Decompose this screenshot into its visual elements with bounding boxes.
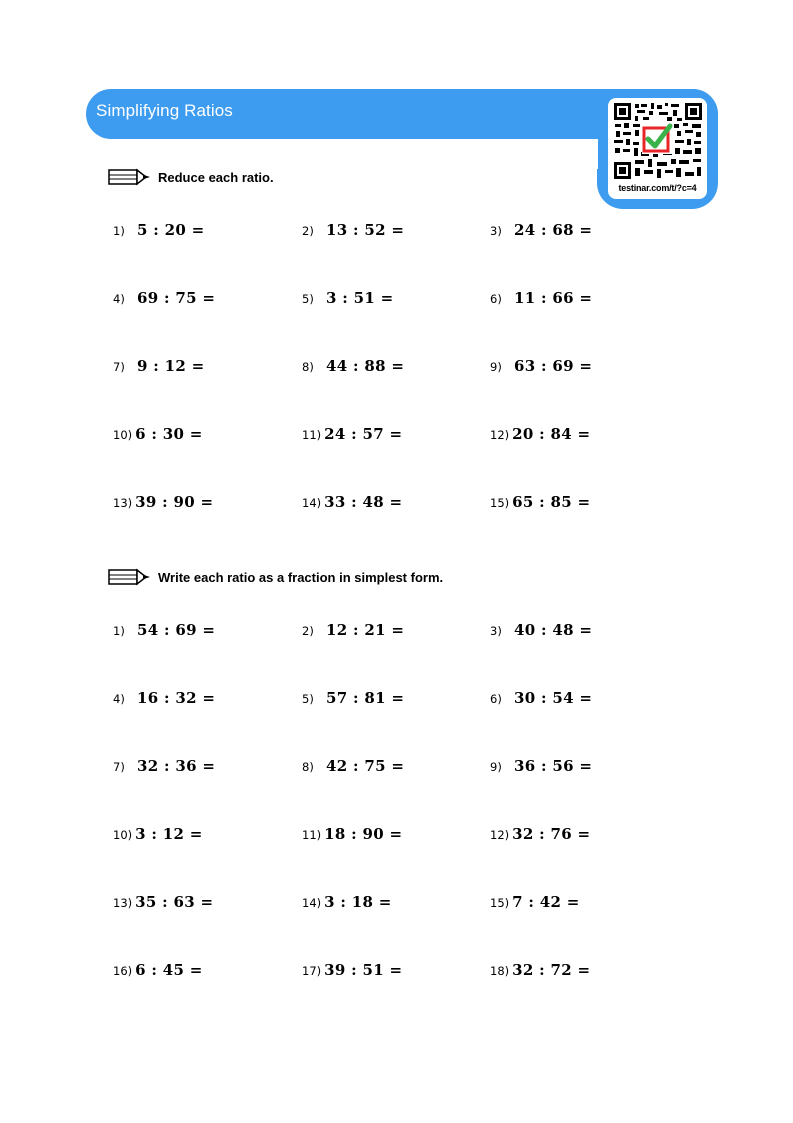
- problem-item: [113, 221, 204, 239]
- problem-expression: 57 : 81 =: [326, 689, 405, 707]
- problem-expression: 32 : 72 =: [512, 961, 591, 979]
- problem-number: 9): [490, 760, 502, 774]
- instruction-text: Reduce each ratio.: [158, 169, 274, 185]
- problem-item: [302, 221, 404, 239]
- problem-item: [113, 621, 215, 639]
- problem-number: 11): [302, 828, 322, 842]
- problem-expression: 36 : 56 =: [514, 757, 593, 775]
- problem-number: 1): [113, 224, 125, 238]
- problem-number: 15): [490, 496, 510, 510]
- instruction-text: Write each ratio as a fraction in simplest form.: [158, 569, 444, 585]
- instruction-section-2: [108, 568, 443, 586]
- problem-expression: 30 : 54 =: [514, 689, 593, 707]
- problem-number: 3): [490, 224, 502, 238]
- problem-item: [302, 357, 404, 375]
- problem-expression: 12 : 21 =: [326, 621, 405, 639]
- problem-item: [490, 689, 592, 707]
- problem-expression: 16 : 32 =: [137, 689, 216, 707]
- problem-number: 4): [113, 292, 125, 306]
- problem-number: 7): [113, 360, 125, 374]
- problem-number: 5): [302, 292, 314, 306]
- problem-item: [302, 825, 402, 843]
- problem-expression: 24 : 68 =: [514, 221, 593, 239]
- problem-item: [302, 425, 402, 443]
- problem-number: 13): [113, 896, 133, 910]
- problem-expression: 32 : 76 =: [512, 825, 591, 843]
- problem-item: [490, 289, 592, 307]
- problem-item: [302, 961, 402, 979]
- problem-expression: 42 : 75 =: [326, 757, 405, 775]
- problem-number: 2): [302, 624, 314, 638]
- problem-number: 16): [113, 964, 133, 978]
- problem-item: [113, 289, 215, 307]
- problem-item: [490, 961, 590, 979]
- problem-item: [113, 757, 215, 775]
- problem-expression: 5 : 20 =: [137, 221, 205, 239]
- problem-number: 11): [302, 428, 322, 442]
- problem-expression: 3 : 12 =: [135, 825, 203, 843]
- problem-item: [490, 425, 590, 443]
- problem-number: 12): [490, 428, 510, 442]
- problem-expression: 69 : 75 =: [137, 289, 216, 307]
- problem-number: 8): [302, 760, 314, 774]
- problem-expression: 39 : 51 =: [324, 961, 403, 979]
- problem-expression: 6 : 30 =: [135, 425, 203, 443]
- problem-item: [490, 621, 592, 639]
- header-cutout: [140, 139, 598, 169]
- problem-expression: 65 : 85 =: [512, 493, 591, 511]
- problem-expression: 3 : 18 =: [324, 893, 392, 911]
- problem-item: [490, 493, 590, 511]
- problem-item: [113, 961, 203, 979]
- instruction-section-1: [108, 168, 274, 186]
- problem-number: 1): [113, 624, 125, 638]
- problem-number: 6): [490, 292, 502, 306]
- page-title: Simplifying Ratios: [96, 101, 233, 120]
- problem-number: 18): [490, 964, 510, 978]
- problem-item: [302, 493, 402, 511]
- problem-expression: 3 : 51 =: [326, 289, 394, 307]
- qr-url[interactable]: testinar.com/t/?c=4: [618, 183, 697, 193]
- problem-item: [490, 825, 590, 843]
- problem-number: 2): [302, 224, 314, 238]
- problem-expression: 35 : 63 =: [135, 893, 214, 911]
- problem-item: [302, 757, 404, 775]
- problem-item: [113, 493, 213, 511]
- qr-code-icon[interactable]: [613, 102, 703, 180]
- problem-number: 7): [113, 760, 125, 774]
- problem-number: 14): [302, 896, 322, 910]
- problem-expression: 33 : 48 =: [324, 493, 403, 511]
- problem-expression: 24 : 57 =: [324, 425, 403, 443]
- problem-item: [302, 689, 404, 707]
- problem-number: 9): [490, 360, 502, 374]
- problem-item: [113, 825, 203, 843]
- problem-number: 5): [302, 692, 314, 706]
- problem-item: [302, 289, 393, 307]
- problem-number: 17): [302, 964, 322, 978]
- problem-number: 10): [113, 428, 133, 442]
- problem-expression: 20 : 84 =: [512, 425, 591, 443]
- problem-number: 8): [302, 360, 314, 374]
- problem-number: 15): [490, 896, 510, 910]
- problem-expression: 32 : 36 =: [137, 757, 216, 775]
- problem-expression: 11 : 66 =: [514, 289, 593, 307]
- problem-expression: 13 : 52 =: [326, 221, 405, 239]
- problem-item: [490, 357, 592, 375]
- problem-item: [490, 893, 580, 911]
- problem-expression: 40 : 48 =: [514, 621, 593, 639]
- problem-number: 10): [113, 828, 133, 842]
- problem-expression: 54 : 69 =: [137, 621, 216, 639]
- problem-number: 4): [113, 692, 125, 706]
- problem-number: 6): [490, 692, 502, 706]
- problem-item: [113, 689, 215, 707]
- problem-number: 12): [490, 828, 510, 842]
- problem-item: [490, 221, 592, 239]
- problem-expression: 6 : 45 =: [135, 961, 203, 979]
- pencil-icon: [108, 568, 152, 586]
- problem-expression: 63 : 69 =: [514, 357, 593, 375]
- problem-item: [302, 893, 392, 911]
- problem-item: [490, 757, 592, 775]
- problem-expression: 7 : 42 =: [512, 893, 580, 911]
- problem-number: 3): [490, 624, 502, 638]
- problem-item: [302, 621, 404, 639]
- pencil-icon: [108, 168, 152, 186]
- problem-expression: 18 : 90 =: [324, 825, 403, 843]
- problem-expression: 9 : 12 =: [137, 357, 205, 375]
- problem-item: [113, 357, 204, 375]
- problem-item: [113, 893, 213, 911]
- problem-expression: 44 : 88 =: [326, 357, 405, 375]
- problem-expression: 39 : 90 =: [135, 493, 214, 511]
- problem-item: [113, 425, 203, 443]
- problem-number: 14): [302, 496, 322, 510]
- problem-number: 13): [113, 496, 133, 510]
